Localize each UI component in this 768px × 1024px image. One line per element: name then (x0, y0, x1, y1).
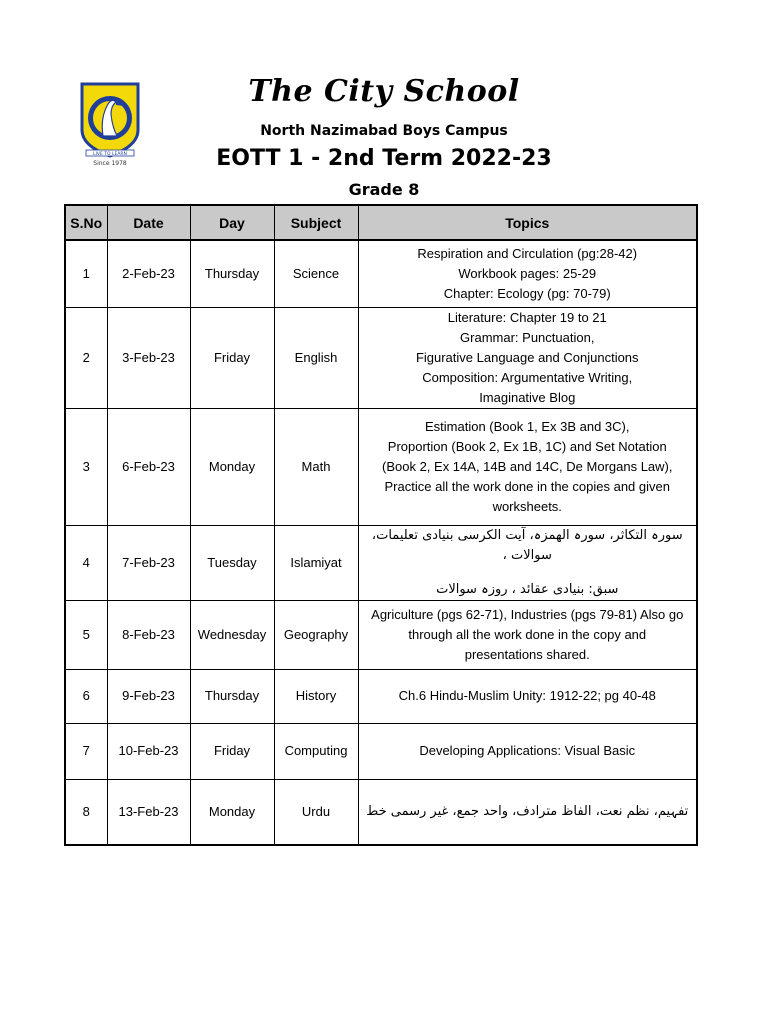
cell-date: 10-Feb-23 (107, 723, 190, 779)
cell-subject: Computing (274, 723, 358, 779)
exam-title: EOTT 1 - 2nd Term 2022-23 (216, 146, 552, 171)
topic-line: Proportion (Book 2, Ex 1B, 1C) and Set Notation (387, 438, 667, 454)
table-row (65, 525, 697, 600)
topic-line: Workbook pages: 25-29 (458, 265, 597, 281)
column-header-sno: S.No (65, 205, 107, 240)
table-row (65, 408, 697, 525)
cell-sno: 5 (65, 600, 107, 669)
topic-line: Imaginative Blog (479, 389, 576, 405)
cell-day: Thursday (190, 669, 274, 723)
cell-date: 7-Feb-23 (107, 525, 190, 600)
topic-line: Estimation (Book 1, Ex 3B and 3C), (425, 418, 630, 434)
cell-sno: 8 (65, 779, 107, 845)
table-row (65, 240, 697, 307)
table-row (65, 600, 697, 669)
cell-sno: 2 (65, 307, 107, 408)
cell-topics (358, 240, 697, 307)
topic-line: Practice all the work done in the copies and given (384, 478, 670, 494)
table-row (65, 779, 697, 845)
cell-date: 6-Feb-23 (107, 408, 190, 525)
topic-line: سورہ التکاثر، سورہ الھمزہ، آیت الکرسی بنیادی تعلیمات، سوالات ، (371, 527, 683, 563)
cell-sno: 1 (65, 240, 107, 307)
topic-line: Literature: Chapter 19 to 21 (447, 309, 607, 325)
cell-sno: 6 (65, 669, 107, 723)
svg-text:LIVE TO LEARN: LIVE TO LEARN (93, 152, 127, 157)
topic-line: Composition: Argumentative Writing, (422, 369, 633, 385)
cell-date: 9-Feb-23 (107, 669, 190, 723)
cell-date: 8-Feb-23 (107, 600, 190, 669)
cell-topics (358, 525, 697, 600)
cell-day: Monday (190, 408, 274, 525)
topic-line: through all the work done in the copy and (408, 626, 647, 642)
grade-label: Grade 8 (348, 180, 420, 199)
cell-day: Monday (190, 779, 274, 845)
cell-topics (358, 779, 697, 845)
cell-subject: Math (274, 408, 358, 525)
svg-text:Since 1978: Since 1978 (93, 160, 127, 167)
topic-line: presentations shared. (464, 646, 590, 662)
topic-line: Respiration and Circulation (pg:28-42) (417, 245, 638, 261)
table-row (65, 669, 697, 723)
topic-line: سبق: بنیادی عقائد ، روزہ سوالات (436, 581, 619, 597)
cell-subject: Geography (274, 600, 358, 669)
cell-subject: Islamiyat (274, 525, 358, 600)
topic-line: Chapter: Ecology (pg: 70-79) (443, 285, 611, 301)
cell-subject: English (274, 307, 358, 408)
cell-day: Tuesday (190, 525, 274, 600)
column-header-topics: Topics (358, 205, 697, 240)
topic-line: Ch.6 Hindu-Muslim Unity: 1912-22; pg 40-48 (398, 688, 656, 703)
cell-topics (358, 723, 697, 779)
topic-line: تفہیم، نظم نعت، الفاظ مترادف، واحد جمع، غیر رسمی خط (366, 803, 689, 819)
table-row (65, 307, 697, 408)
cell-sno: 3 (65, 408, 107, 525)
cell-day: Friday (190, 307, 274, 408)
cell-subject: Urdu (274, 779, 358, 845)
topic-line: Figurative Language and Conjunctions (415, 349, 639, 365)
cell-day: Thursday (190, 240, 274, 307)
cell-topics (358, 600, 697, 669)
cell-topics (358, 669, 697, 723)
table-header-row (65, 205, 697, 240)
cell-date: 13-Feb-23 (107, 779, 190, 845)
cell-date: 3-Feb-23 (107, 307, 190, 408)
cell-sno: 4 (65, 525, 107, 600)
topic-line: (Book 2, Ex 14A, 14B and 14C, De Morgans Law), (382, 458, 673, 474)
campus-name: North Nazimabad Boys Campus (260, 123, 508, 139)
school-name: The City School (248, 74, 520, 109)
topic-line: Agriculture (pgs 62-71), Industries (pgs 79-81) Also go (371, 606, 684, 622)
cell-sno: 7 (65, 723, 107, 779)
table-row (65, 723, 697, 779)
cell-date: 2-Feb-23 (107, 240, 190, 307)
topic-line: Grammar: Punctuation, (460, 329, 595, 345)
cell-day: Wednesday (190, 600, 274, 669)
cell-topics (358, 307, 697, 408)
column-header-subject: Subject (274, 205, 358, 240)
column-header-date: Date (107, 205, 190, 240)
column-header-day: Day (190, 205, 274, 240)
cell-topics (358, 408, 697, 525)
topic-line: worksheets. (492, 498, 562, 514)
topic-line: Developing Applications: Visual Basic (419, 743, 636, 758)
cell-day: Friday (190, 723, 274, 779)
cell-subject: History (274, 669, 358, 723)
exam-schedule-table (64, 204, 698, 846)
cell-subject: Science (274, 240, 358, 307)
